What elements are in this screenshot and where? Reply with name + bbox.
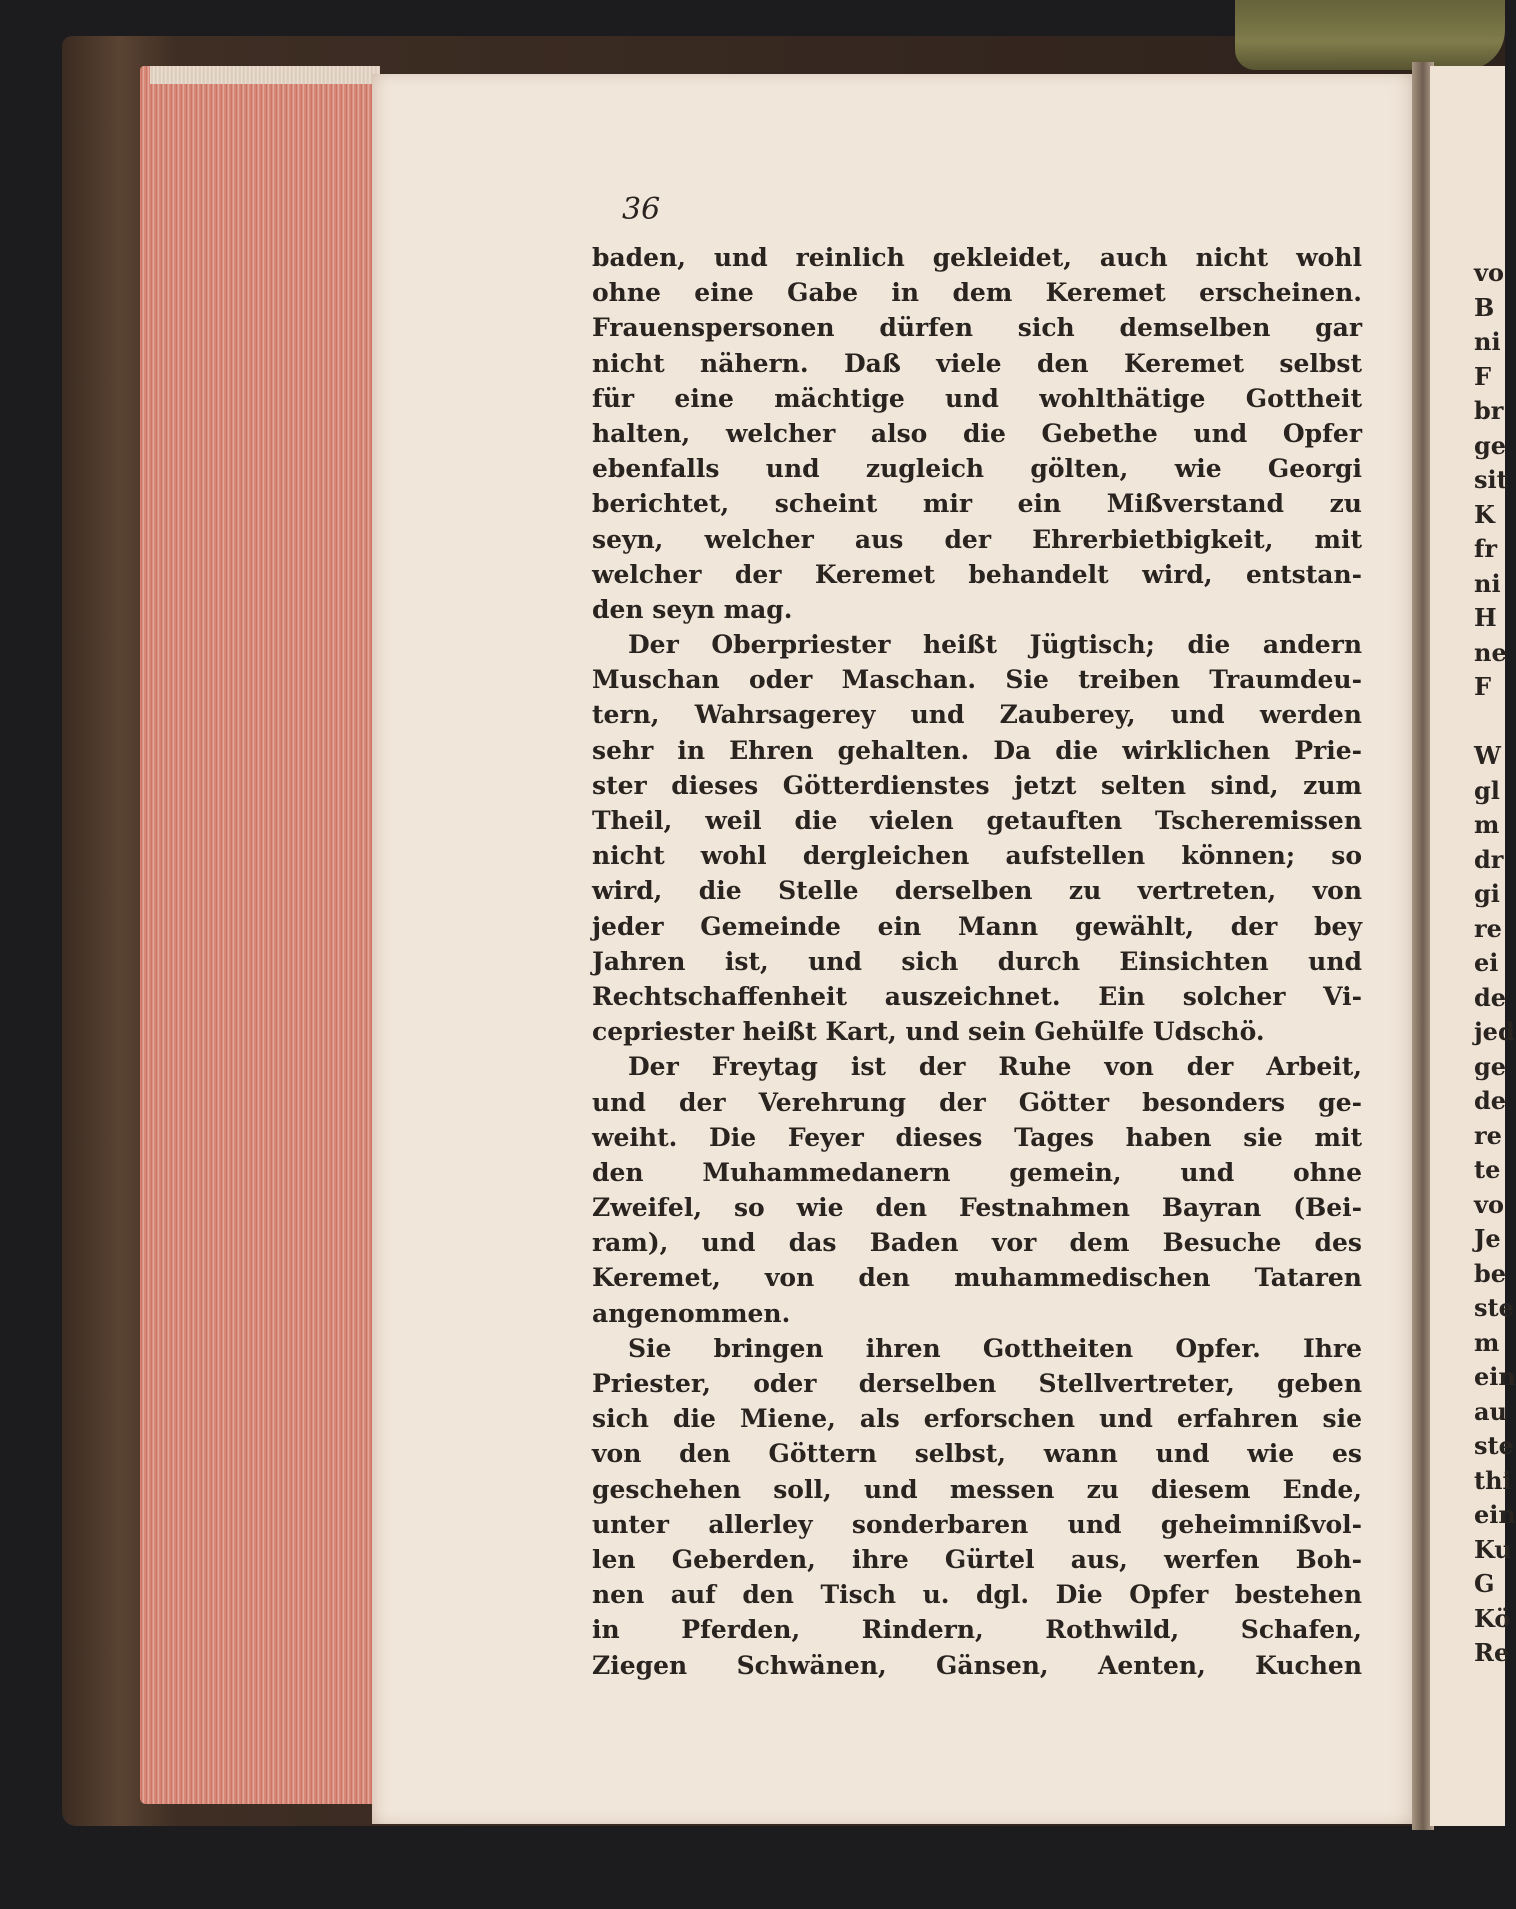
text-line: Muschan oder Maschan. Sie treiben Traumdeu- <box>592 665 1362 695</box>
next-page-fragment: br <box>1474 396 1504 425</box>
body-text <box>592 240 1362 1683</box>
next-page-fragment: be <box>1474 1258 1507 1288</box>
text-line: jeder Gemeinde ein Mann gewählt, der bey <box>592 911 1362 941</box>
text-line: Jahren ist, und sich durch Einsichten und <box>592 946 1362 976</box>
next-page-fragment: ste <box>1474 1431 1514 1460</box>
next-page-fragment: ein <box>1474 1500 1516 1529</box>
next-page-fragment: de <box>1474 1086 1507 1115</box>
text-line: seyn, welcher aus der Ehrerbietbigkeit, mit <box>592 524 1362 554</box>
next-page-fragment: Kö <box>1474 1603 1511 1633</box>
text-line: ram), und das Baden vor dem Besuche des <box>592 1228 1362 1258</box>
text-line: baden, und reinlich gekleidet, auch nicht wohl <box>592 243 1362 272</box>
text-line: sehr in Ehren gehalten. Da die wirklichen Prie- <box>592 735 1362 765</box>
text-line: ster dieses Götterdienstes jetzt selten sind, zum <box>592 770 1362 800</box>
text-line: halten, welcher also die Gebethe und Opfer <box>592 418 1362 448</box>
next-page-fragment: F <box>1474 361 1492 391</box>
next-page-fragment: m <box>1474 810 1500 839</box>
text-line: Rechtschaffenheit auszeichnet. Ein solcher Vi- <box>592 981 1362 1011</box>
next-page-fragment: re <box>1474 913 1502 943</box>
text-line: Theil, weil die vielen getauften Tscheremissen <box>592 806 1362 835</box>
next-page-fragment: H <box>1474 603 1497 632</box>
bookmark-ribbon <box>1235 0 1505 70</box>
next-page-fragment: B <box>1474 292 1495 322</box>
text-line: berichtet, scheint mir ein Mißverstand zu <box>592 489 1362 519</box>
next-page-fragment: jed <box>1474 1017 1515 1046</box>
next-page-fragment: W <box>1474 741 1501 770</box>
page-edges-top <box>150 66 380 84</box>
next-page-fragment: ni <box>1474 327 1501 356</box>
next-page-fragment: gl <box>1474 775 1500 805</box>
text-line: tern, Wahrsagerey und Zauberey, und werden <box>592 700 1362 730</box>
text-line: len Geberden, ihre Gürtel aus, werfen Boh- <box>592 1544 1362 1574</box>
next-page-fragment: vo <box>1474 258 1504 287</box>
next-page-text-fragments <box>1474 256 1516 1671</box>
text-line: nen auf den Tisch u. dgl. Die Opfer bestehen <box>592 1580 1362 1610</box>
text-line: und der Verehrung der Götter besonders ge- <box>592 1087 1362 1117</box>
text-line: ebenfalls und zugleich gölten, wie Georgi <box>592 454 1362 484</box>
next-page-fragment: thi <box>1474 1465 1512 1495</box>
text-line: den Muhammedanern gemein, und ohne <box>592 1157 1362 1187</box>
next-page-fragment: re <box>1474 1120 1502 1150</box>
next-page-fragment: K <box>1474 499 1495 529</box>
text-line: unter allerley sonderbaren und geheimnißvol- <box>592 1509 1362 1539</box>
text-line: cepriester heißt Kart, und sein Gehülfe Udschö. <box>592 1017 1265 1047</box>
text-line: nicht nähern. Daß viele den Keremet selbst <box>592 348 1362 378</box>
next-page-fragment: dr <box>1474 844 1504 874</box>
text-line: nicht wohl dergleichen aufstellen können; so <box>592 841 1362 871</box>
next-page-fragment <box>1474 705 1505 740</box>
next-page-fragment: Re <box>1474 1638 1510 1667</box>
text-line: angenommen. <box>592 1298 791 1328</box>
next-page-fragment: ne <box>1474 637 1507 667</box>
next-page-fragment: fr <box>1474 534 1497 563</box>
text-line: Frauenspersonen dürfen sich demselben gar <box>592 313 1362 343</box>
next-page-fragment: F <box>1474 672 1492 701</box>
text-line: für eine mächtige und wohlthätige Gottheit <box>592 383 1362 413</box>
next-page-fragment: gi <box>1474 879 1500 908</box>
text-line: in Pferden, Rindern, Rothwild, Schafen, <box>592 1615 1362 1645</box>
next-page-fragment: au <box>1474 1396 1507 1426</box>
next-page-fragment: Ku <box>1474 1534 1512 1564</box>
text-line: geschehen soll, und messen zu diesem Ende, <box>592 1474 1362 1504</box>
text-line: ohne eine Gabe in dem Keremet erscheinen. <box>592 278 1362 308</box>
text-line: Der Freytag ist der Ruhe von der Arbeit, <box>628 1052 1362 1082</box>
next-page-fragment: m <box>1474 1327 1500 1357</box>
next-page-fragment: de <box>1474 982 1507 1012</box>
text-line: Ziegen Schwänen, Gänsen, Aenten, Kuchen <box>592 1650 1362 1680</box>
text-line: wird, die Stelle derselben zu vertreten, von <box>592 876 1362 906</box>
text-line: den seyn mag. <box>592 594 793 624</box>
text-line: welcher der Keremet behandelt wird, entstan- <box>592 559 1362 589</box>
next-page-fragment: Je <box>1474 1224 1501 1253</box>
text-line: Zweifel, so wie den Festnahmen Bayran (Bei- <box>592 1193 1362 1223</box>
next-page-fragment: vo <box>1474 1189 1504 1219</box>
next-page-fragment: G <box>1474 1569 1495 1598</box>
next-page-fragment: ste <box>1474 1293 1514 1322</box>
text-line: Der Oberpriester heißt Jügtisch; die andern <box>628 630 1362 660</box>
next-page-fragment: ei <box>1474 948 1499 977</box>
text-line: Keremet, von den muhammedischen Tataren <box>592 1263 1362 1293</box>
text-line: Priester, oder derselben Stellvertreter, geben <box>592 1369 1362 1398</box>
text-line: weiht. Die Feyer dieses Tages haben sie mit <box>592 1122 1362 1152</box>
text-line: von den Göttern selbst, wann und wie es <box>592 1439 1362 1469</box>
next-page-fragment: ni <box>1474 568 1501 598</box>
page-edges <box>140 66 380 1804</box>
next-page-fragment: ge <box>1474 430 1507 460</box>
next-page-fragment: te <box>1474 1155 1501 1184</box>
next-page-fragment: ein <box>1474 1362 1516 1391</box>
page-number: 36 <box>622 192 661 227</box>
text-line: Sie bringen ihren Gottheiten Opfer. Ihre <box>628 1333 1362 1363</box>
text-line: sich die Miene, als erforschen und erfahren sie <box>592 1404 1362 1434</box>
next-page-fragment: ge <box>1474 1051 1507 1081</box>
next-page-fragment: sit <box>1474 465 1508 494</box>
